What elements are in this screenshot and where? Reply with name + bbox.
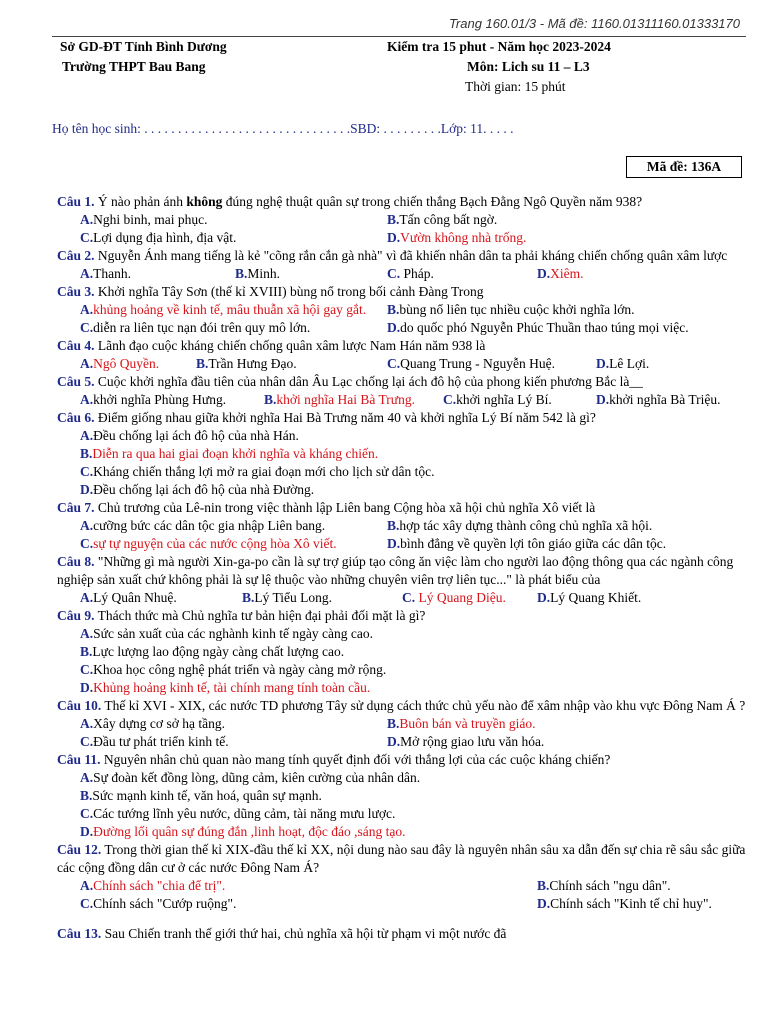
- page-code-line: Trang 160.01/3 - Mã đề: 1160.01311160.01333170: [448, 16, 740, 31]
- option-text: Khủng hoảng kinh tế, tài chính mang tính toàn cầu.: [93, 680, 371, 695]
- answer-option-d[interactable]: [52, 679, 752, 697]
- subject-line: Môn: Lich su 11 – L3: [467, 59, 590, 74]
- option-text: Pháp.: [400, 266, 434, 281]
- option-row: [52, 301, 752, 319]
- question-12: [52, 841, 752, 913]
- answer-option-c[interactable]: [52, 661, 752, 679]
- option-text: Lợi dụng địa hình, địa vật.: [93, 230, 237, 245]
- question-text: Ý nào phản ánh: [94, 194, 187, 209]
- answer-option-d[interactable]: [596, 391, 721, 409]
- option-letter: C.: [80, 806, 94, 821]
- question-9: [52, 607, 752, 697]
- option-text: Mở rộng giao lưu văn hóa.: [400, 734, 545, 749]
- question-number: Câu 9.: [57, 608, 95, 623]
- option-letter: A.: [80, 356, 94, 371]
- answer-option-b[interactable]: [387, 517, 652, 535]
- question-text: Lãnh đạo cuộc kháng chiến chống quân xâm lược Nam Hán năm 938 là: [94, 338, 486, 353]
- option-text: Sự đoàn kết đồng lòng, dũng cảm, kiên cường của nhân dân.: [93, 770, 421, 785]
- answer-option-a[interactable]: [52, 625, 752, 643]
- question-number: Câu 10.: [57, 698, 102, 713]
- answer-option-a[interactable]: [80, 589, 177, 607]
- answer-option-d[interactable]: [387, 319, 689, 337]
- question-list: [52, 193, 752, 943]
- option-letter: A.: [80, 770, 94, 785]
- exam-code-box: Mã đề: 136A: [626, 156, 742, 178]
- answer-option-c[interactable]: [402, 589, 506, 607]
- question-number: Câu 2.: [57, 248, 95, 263]
- question-number: Câu 11.: [57, 752, 101, 767]
- option-text: bình đẳng về quyền lợi tôn giáo giữa các dân tộc.: [400, 536, 667, 551]
- option-letter: B.: [264, 392, 277, 407]
- answer-option-a[interactable]: [80, 265, 131, 283]
- option-letter: D.: [537, 266, 551, 281]
- option-letter: B.: [537, 878, 550, 893]
- question-text: "Những gì mà người Xin-ga-po cần là sự trợ giúp tạo công ăn việc làm cho người lao động thông qua các ngành công nghiệp sản xuất chứ không phải là sự lệ thuộc vào những chuyên viên trợ liên tục..." là phát biểu của: [57, 554, 734, 587]
- question-text: Điểm giống nhau giữa khởi nghĩa Hai Bà Trưng năm 40 và khởi nghĩa Lý Bí năm 542 là gì?: [94, 410, 596, 425]
- option-text: hợp tác xây dựng thành công chủ nghĩa xã hội.: [399, 518, 653, 533]
- option-letter: D.: [596, 392, 610, 407]
- answer-option-b[interactable]: [196, 355, 297, 373]
- option-letter: C.: [80, 896, 94, 911]
- answer-option-d[interactable]: [537, 265, 584, 283]
- answer-option-b[interactable]: [52, 787, 752, 805]
- option-letter: C.: [387, 266, 401, 281]
- option-letter: B.: [387, 302, 400, 317]
- question-text: đúng nghệ thuật quân sự trong chiến thắng Bạch Đằng Ngô Quyền năm 938?: [222, 194, 643, 209]
- option-letter: B.: [80, 644, 93, 659]
- option-letter: C.: [443, 392, 457, 407]
- answer-option-d[interactable]: [52, 481, 752, 499]
- option-letter: A.: [80, 428, 94, 443]
- question-13: [52, 925, 752, 943]
- option-text: Vườn không nhà trống.: [400, 230, 527, 245]
- option-row: [52, 733, 752, 751]
- option-letter: D.: [80, 824, 94, 839]
- option-text: do quốc phó Nguyễn Phúc Thuần thao túng mọi việc.: [400, 320, 689, 335]
- student-info-line: Họ tên học sinh: . . . . . . . . . . . . . . . . . . . . . . . . . . . . . . .SBD: . . . . . . . . .Lớp: 11. . . . .: [52, 121, 514, 136]
- option-letter: C.: [80, 464, 94, 479]
- answer-option-b[interactable]: [52, 445, 752, 463]
- option-text: Tấn công bất ngờ.: [399, 212, 498, 227]
- option-letter: A.: [80, 212, 94, 227]
- option-row: [52, 715, 752, 733]
- question-number: Câu 4.: [57, 338, 95, 353]
- option-letter: A.: [80, 302, 94, 317]
- option-letter: B.: [80, 788, 93, 803]
- option-letter: D.: [387, 536, 401, 551]
- option-letter: A.: [80, 392, 94, 407]
- option-row: [52, 517, 752, 535]
- answer-option-d[interactable]: [387, 535, 666, 553]
- question-10: [52, 697, 752, 751]
- option-letter: C.: [387, 356, 401, 371]
- option-text: Đều chống lại ách đô hộ của nhà Đường.: [93, 482, 315, 497]
- answer-option-d[interactable]: [537, 895, 712, 913]
- answer-option-b[interactable]: [264, 391, 415, 409]
- answer-option-b[interactable]: [387, 211, 497, 229]
- option-letter: A.: [80, 626, 94, 641]
- option-letter: B.: [235, 266, 248, 281]
- option-text: Chính sách "Cướp ruộng".: [93, 896, 237, 911]
- option-letter: A.: [80, 266, 94, 281]
- answer-option-a[interactable]: [80, 355, 159, 373]
- question-stem: [52, 553, 752, 589]
- answer-option-d[interactable]: [596, 355, 649, 373]
- option-text: Lực lượng lao động ngày càng chất lượng cao.: [92, 644, 345, 659]
- answer-option-c[interactable]: [387, 265, 434, 283]
- question-stem: [52, 409, 752, 427]
- option-text: khởi nghĩa Bà Triệu.: [609, 392, 721, 407]
- question-stem: [52, 607, 752, 625]
- option-letter: B.: [196, 356, 209, 371]
- answer-option-b[interactable]: [387, 715, 536, 733]
- option-text: Lý Quân Nhuệ.: [93, 590, 177, 605]
- question-stem: [52, 697, 752, 715]
- school-name: Trường THPT Bau Bang: [62, 59, 206, 74]
- question-6: [52, 409, 752, 499]
- option-text: Sức sản xuất của các nghành kinh tế ngày càng cao.: [93, 626, 373, 641]
- question-text: Thách thức mà Chủ nghĩa tư bản hiện đại phải đối mặt là gì?: [94, 608, 426, 623]
- option-letter: D.: [596, 356, 610, 371]
- option-letter: A.: [80, 518, 94, 533]
- option-text: Minh.: [247, 266, 281, 281]
- option-text: khủng hoảng về kinh tế, mâu thuẫn xã hội gay gắt.: [93, 302, 367, 317]
- option-letter: C.: [402, 590, 416, 605]
- option-letter: A.: [80, 878, 94, 893]
- question-text: Sau Chiến tranh thế giới thứ hai, chủ nghĩa xã hội từ phạm vi một nước đã: [101, 926, 507, 941]
- question-stem: [52, 247, 752, 265]
- option-row: [52, 211, 752, 229]
- question-stem: [52, 499, 752, 517]
- answer-option-b[interactable]: [235, 265, 280, 283]
- answer-option-b[interactable]: [242, 589, 332, 607]
- question-5: [52, 373, 752, 409]
- option-letter: D.: [80, 482, 94, 497]
- answer-option-c[interactable]: [80, 535, 337, 553]
- answer-option-a[interactable]: [80, 877, 225, 895]
- option-text: Sức mạnh kinh tế, văn hoá, quân sự mạnh.: [92, 788, 322, 803]
- question-number: Câu 13.: [57, 926, 102, 941]
- option-row: [52, 319, 752, 337]
- option-text: Đều chống lại ách đô hộ của nhà Hán.: [93, 428, 299, 443]
- option-text: Đầu tư phát triển kinh tế.: [93, 734, 229, 749]
- option-text: Diễn ra qua hai giai đoạn khởi nghĩa và kháng chiến.: [92, 446, 379, 461]
- question-number: Câu 12.: [57, 842, 102, 857]
- question-number: Câu 5.: [57, 374, 95, 389]
- option-text: bùng nổ liên tục nhiều cuộc khởi nghĩa lớn.: [399, 302, 635, 317]
- department-name: Sở GD-ĐT Tỉnh Bình Dương: [60, 39, 227, 54]
- question-4: [52, 337, 752, 373]
- answer-option-c[interactable]: [443, 391, 552, 409]
- option-text: khởi nghĩa Hai Bà Trưng.: [276, 392, 415, 407]
- option-text: Buôn bán và truyền giáo.: [399, 716, 536, 731]
- option-letter: D.: [387, 734, 401, 749]
- option-row: [52, 265, 752, 283]
- option-text: khởi nghĩa Phùng Hưng.: [93, 392, 227, 407]
- question-text: Cuộc khởi nghĩa đầu tiên của nhân dân Âu Lạc chống lại ách đô hộ của phong kiến phương Bắc là__: [94, 374, 643, 389]
- question-stem: [52, 841, 752, 877]
- option-text: Lý Quang Diệu.: [415, 590, 506, 605]
- answer-option-b[interactable]: [387, 301, 635, 319]
- answer-option-d[interactable]: [52, 823, 752, 841]
- option-text: Trần Hưng Đạo.: [208, 356, 297, 371]
- option-text: khởi nghĩa Lý Bí.: [456, 392, 552, 407]
- answer-option-c[interactable]: [52, 463, 752, 481]
- option-letter: C.: [80, 536, 94, 551]
- option-letter: B.: [242, 590, 255, 605]
- option-letter: D.: [387, 320, 401, 335]
- option-letter: B.: [387, 518, 400, 533]
- option-letter: B.: [80, 446, 93, 461]
- question-text: Nguyên nhân chủ quan nào mang tính quyết định đối với thắng lợi của các cuộc kháng chiến?: [100, 752, 611, 767]
- question-7: [52, 499, 752, 553]
- question-8: [52, 553, 752, 607]
- exam-title: Kiểm tra 15 phut - Năm học 2023-2024: [387, 39, 611, 54]
- question-text: Khởi nghĩa Tây Sơn (thế kỉ XVIII) bùng nổ trong bối cảnh Đàng Trong: [94, 284, 484, 299]
- question-text: Thế kỉ XVI - XIX, các nước TD phương Tây sử dụng cách thức chủ yếu nào để xâm nhập vào khu vực Đông Nam Á ?: [101, 698, 746, 713]
- option-letter: B.: [387, 716, 400, 731]
- question-number: Câu 8.: [57, 554, 95, 569]
- answer-option-b[interactable]: [537, 877, 671, 895]
- question-text: Trong thời gian thế kỉ XIX-đầu thế kỉ XX, nội dung nào sau đây là nguyên nhân sâu xa dẫn đến sự chia rẽ sâu sắc giữa các cộng đồng dân cư ở các nước Đông Nam Á?: [57, 842, 746, 875]
- option-text: diễn ra liên tục nạn đói trên quy mô lớn.: [93, 320, 311, 335]
- option-text: Xiêm.: [550, 266, 584, 281]
- question-stem: [52, 193, 752, 211]
- answer-option-c[interactable]: [80, 733, 229, 751]
- option-text: Các tướng lĩnh yêu nước, dũng cảm, tài năng mưu lược.: [93, 806, 396, 821]
- option-text: Nghi binh, mai phục.: [93, 212, 208, 227]
- option-row: [52, 535, 752, 553]
- question-stem: [52, 751, 752, 769]
- option-letter: C.: [80, 230, 94, 245]
- option-text: Lý Tiểu Long.: [254, 590, 333, 605]
- question-text: Chủ trương của Lê-nin trong việc thành lập Liên bang Cộng hòa xã hội chủ nghĩa Xô viết là: [94, 500, 596, 515]
- option-letter: B.: [387, 212, 400, 227]
- option-text: Xây dựng cơ sở hạ tầng.: [93, 716, 225, 731]
- option-letter: D.: [537, 896, 551, 911]
- question-11: [52, 751, 752, 841]
- question-number: Câu 7.: [57, 500, 95, 515]
- option-row: [52, 877, 752, 895]
- option-text: Kháng chiến thắng lợi mở ra giai đoạn mới cho lịch sử dân tộc.: [93, 464, 435, 479]
- question-stem: [52, 373, 752, 391]
- option-text: Thanh.: [93, 266, 131, 281]
- option-letter: C.: [80, 662, 94, 677]
- answer-option-a[interactable]: [80, 517, 325, 535]
- answer-option-d[interactable]: [387, 733, 544, 751]
- answer-option-b[interactable]: [52, 643, 752, 661]
- answer-option-c[interactable]: [52, 805, 752, 823]
- option-text: Chính sách "Kinh tế chỉ huy".: [550, 896, 712, 911]
- option-letter: C.: [80, 734, 94, 749]
- option-letter: D.: [537, 590, 551, 605]
- option-row: [52, 355, 752, 373]
- question-number: Câu 1.: [57, 194, 95, 209]
- question-2: [52, 247, 752, 283]
- question-number: Câu 3.: [57, 284, 95, 299]
- option-letter: A.: [80, 590, 94, 605]
- option-text: Quang Trung - Nguyễn Huệ.: [400, 356, 555, 371]
- option-text: Lê Lợi.: [609, 356, 650, 371]
- answer-option-a[interactable]: [80, 211, 208, 229]
- question-stem: [52, 337, 752, 355]
- option-text: Chính sách "ngu dân".: [549, 878, 671, 893]
- option-letter: D.: [80, 680, 94, 695]
- answer-option-c[interactable]: [387, 355, 555, 373]
- option-text: Khoa học công nghệ phát triển và ngày càng mở rộng.: [93, 662, 387, 677]
- answer-option-d[interactable]: [537, 589, 641, 607]
- answer-option-d[interactable]: [387, 229, 526, 247]
- question-3: [52, 283, 752, 337]
- question-number: Câu 6.: [57, 410, 95, 425]
- option-text: Đường lối quân sự đúng đắn ,linh hoạt, độc đáo ,sáng tạo.: [93, 824, 406, 839]
- exam-time: Thời gian: 15 phút: [465, 79, 566, 94]
- option-row: [52, 229, 752, 247]
- answer-option-a[interactable]: [80, 301, 366, 319]
- question-stem: [52, 925, 752, 943]
- answer-option-c[interactable]: [80, 229, 236, 247]
- question-emphasis: không: [186, 194, 223, 209]
- answer-option-a[interactable]: [52, 769, 752, 787]
- option-row: [52, 391, 752, 409]
- option-row: [52, 895, 752, 913]
- option-text: Chính sách "chia để trị".: [93, 878, 226, 893]
- option-letter: D.: [387, 230, 401, 245]
- question-stem: [52, 283, 752, 301]
- question-text: Nguyễn Ánh mang tiếng là kẻ "cõng rắn cắn gà nhà" vì đã khiến nhân dân ta phải kháng chiến chống quân xâm lược: [94, 248, 728, 263]
- option-text: cưỡng bức các dân tộc gia nhập Liên bang.: [93, 518, 326, 533]
- answer-option-a[interactable]: [52, 427, 752, 445]
- option-letter: A.: [80, 716, 94, 731]
- option-text: Lý Quang Khiết.: [550, 590, 642, 605]
- answer-option-a[interactable]: [80, 715, 225, 733]
- answer-option-c[interactable]: [80, 319, 310, 337]
- option-row: [52, 589, 752, 607]
- answer-option-a[interactable]: [80, 391, 226, 409]
- option-text: sự tự nguyện của các nước cộng hòa Xô viết.: [93, 536, 337, 551]
- option-text: Ngô Quyền.: [93, 356, 160, 371]
- answer-option-c[interactable]: [80, 895, 236, 913]
- question-1: [52, 193, 752, 247]
- header-divider: [52, 36, 746, 37]
- option-letter: C.: [80, 320, 94, 335]
